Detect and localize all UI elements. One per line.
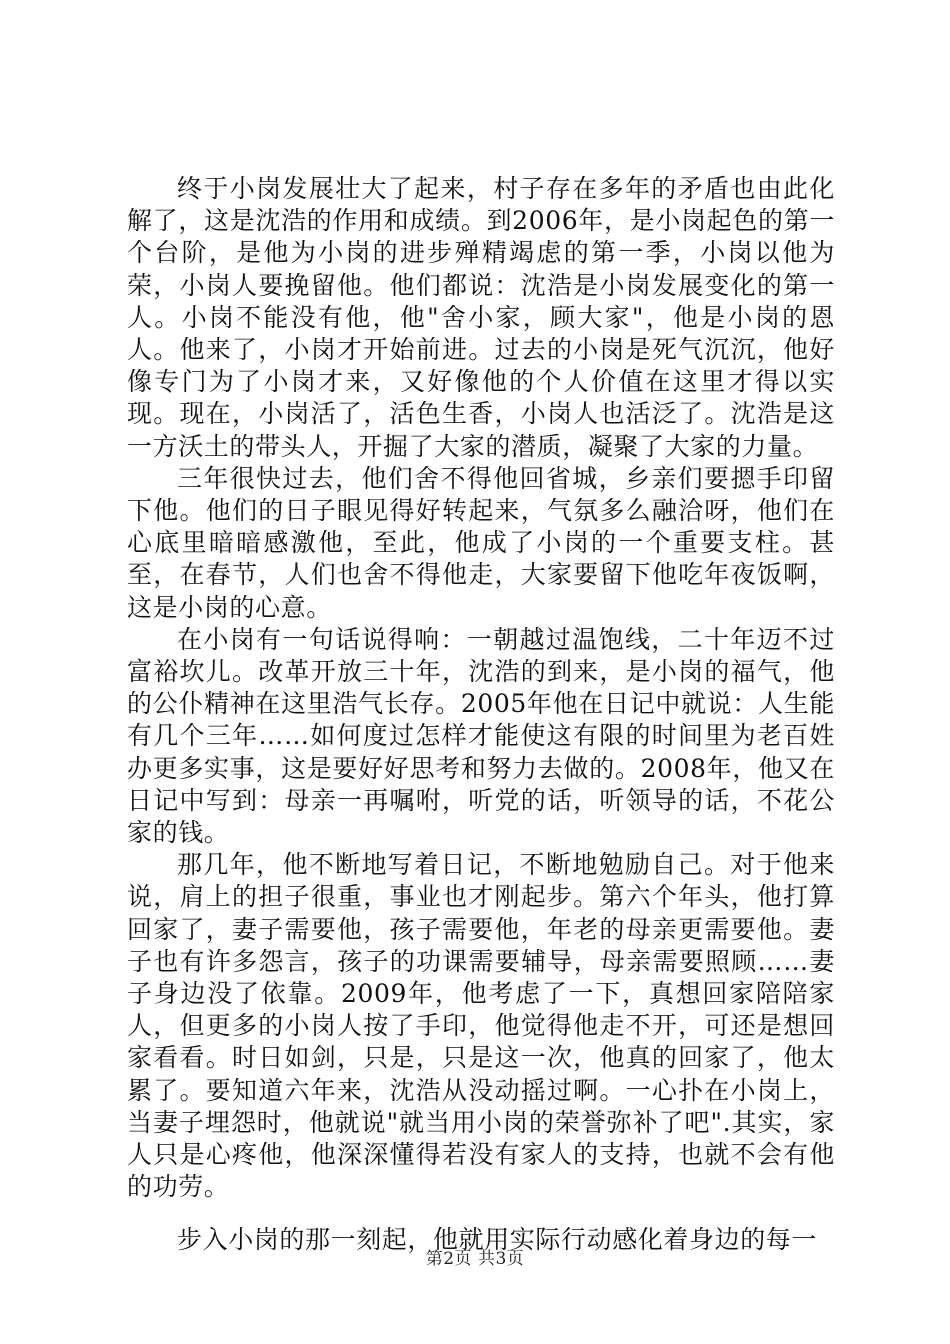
- paragraph-5: 步入小岗的那一刻起，他就用实际行动感化着身边的每一: [177, 1224, 818, 1254]
- paragraph-2: 三年很快过去，他们舍不得他回省城，乡亲们要摁手印留下他。他们的日子眼见得好转起来，气氛多么融洽呀，他们在心底里暗暗感激他，至此，他成了小岗的一个重要支柱。甚至，在春节，人们也舍不得他走，大家要留下他吃年夜饭啊，这是小岗的心意。: [127, 463, 835, 622]
- paragraph-1: 终于小岗发展壮大了起来，村子存在多年的矛盾也由此化解了，这是沈浩的作用和成绩。到2006年，是小岗起色的第一个台阶，是他为小岗的进步殚精竭虑的第一季，小岗以他为荣，小岗人要挽留他。他们都说：沈浩是小岗发展变化的第一人。小岗不能没有他，他"舍小家，顾大家"，他是小岗的恩人。他来了，小岗才开始前进。过去的小岗是死气沉沉，他好像专门为了小岗才来，又好像他的个人价值在这里才得以实现。现在，小岗活了，活色生香，小岗人也活泛了。沈浩是这一方沃土的带头人，开掘了大家的潜质，凝聚了大家的力量。: [127, 174, 835, 461]
- paragraph-3: 在小岗有一句话说得响：一朝越过温饱线，二十年迈不过富裕坎儿。改革开放三十年，沈浩的到来，是小岗的福气，他的公仆精神在这里浩气长存。2005年他在日记中就说：人生能有几个三年……如何度过怎样才能使这有限的时间里为老百姓办更多实事，这是要好好思考和努力去做的。2008年，他又在日记中写到：母亲一再嘱咐，听党的话，听领导的话，不花公家的钱。: [127, 624, 835, 848]
- page-number-footer: 第2页 共3页: [425, 1249, 525, 1269]
- paragraph-4: 那几年，他不断地写着日记，不断地勉励自己。对于他来说，肩上的担子很重，事业也才刚起步。第六个年头，他打算回家了，妻子需要他，孩子需要他，年老的母亲更需要他。妻子也有许多怨言，孩子的功课需要辅导，母亲需要照顾……妻子身边没了依靠。2009年，他考虑了一下，真想回家陪陪家人，但更多的小岗人按了手印，他觉得他走不开，可还是想回家看看。时日如剑，只是，只是这一次，他真的回家了，他太累了。要知道六年来，沈浩从没动摇过啊。一心扑在小岗上，当妻子埋怨时，他就说"就当用小岗的荣誉弥补了吧".其实，家人只是心疼他，他深深懂得若没有家人的支持，也就不会有他的功劳。: [127, 850, 835, 1202]
- document-body: [127, 173, 835, 1256]
